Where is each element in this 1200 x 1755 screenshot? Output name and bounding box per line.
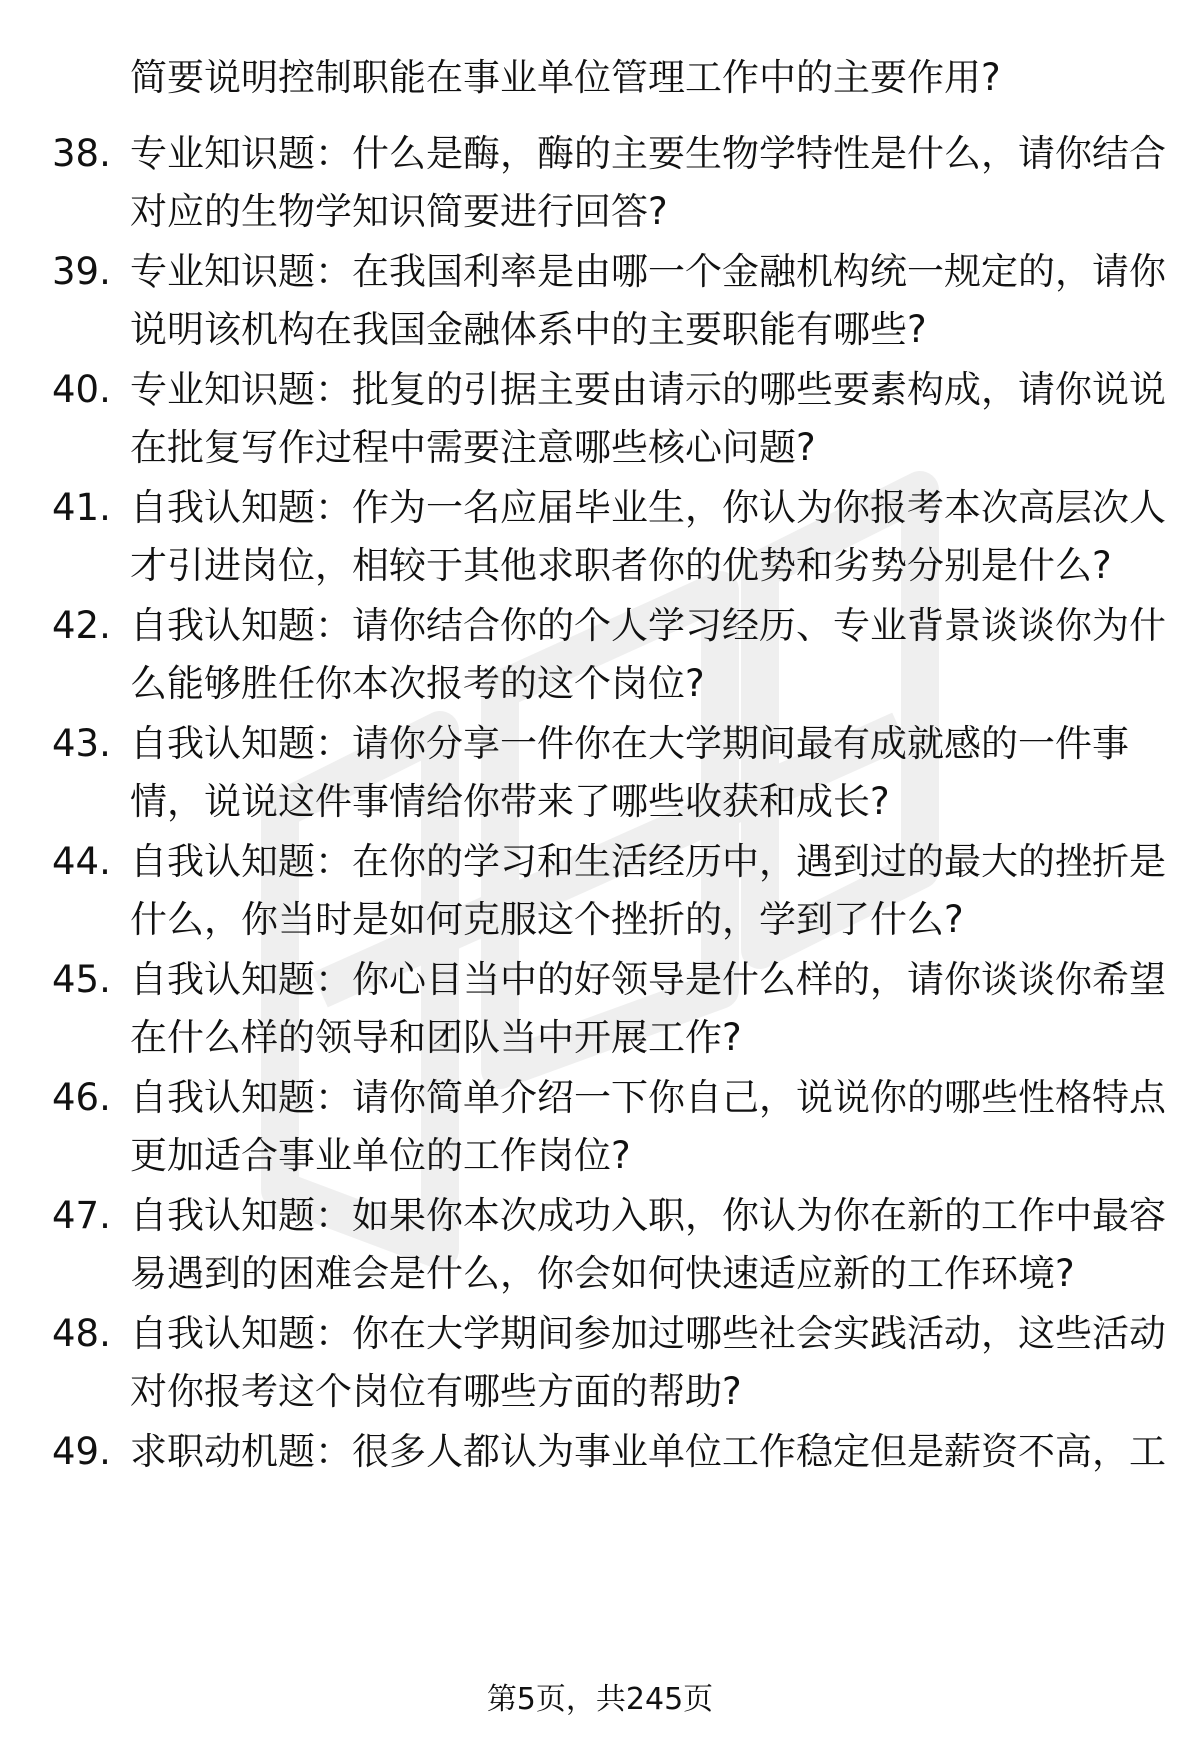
question-line: 自我认知题：你在大学期间参加过哪些社会实践活动，这些活动 <box>130 1312 1166 1355</box>
question-number: 47. <box>52 1194 111 1237</box>
question-line: 专业知识题：在我国利率是由哪一个金融机构统一规定的，请你 <box>130 250 1166 293</box>
intro-line: 简要说明控制职能在事业单位管理工作中的主要作用? <box>130 56 1001 99</box>
question-line: 才引进岗位，相较于其他求职者你的优势和劣势分别是什么? <box>130 544 1112 587</box>
question-line: 自我认知题：请你简单介绍一下你自己，说说你的哪些性格特点 <box>130 1076 1166 1119</box>
question-number: 41. <box>52 486 111 529</box>
question-number: 44. <box>52 840 111 883</box>
question-line: 自我认知题：在你的学习和生活经历中，遇到过的最大的挫折是 <box>130 840 1166 883</box>
question-line: 更加适合事业单位的工作岗位? <box>130 1134 631 1177</box>
question-line: 在什么样的领导和团队当中开展工作? <box>130 1016 742 1059</box>
question-number: 46. <box>52 1076 111 1119</box>
question-line: 说明该机构在我国金融体系中的主要职能有哪些? <box>130 308 927 351</box>
question-line: 情，说说这件事情给你带来了哪些收获和成长? <box>130 780 890 823</box>
question-number: 38. <box>52 132 111 175</box>
question-number: 48. <box>52 1312 111 1355</box>
question-line: 自我认知题：你心目当中的好领导是什么样的，请你谈谈你希望 <box>130 958 1166 1001</box>
question-line: 专业知识题：批复的引据主要由请示的哪些要素构成，请你说说 <box>130 368 1166 411</box>
question-number: 40. <box>52 368 111 411</box>
page-footer: 第5页，共245页 <box>486 1682 714 1717</box>
question-line: 在批复写作过程中需要注意哪些核心问题? <box>130 426 816 469</box>
question-line: 专业知识题：什么是酶，酶的主要生物学特性是什么，请你结合 <box>130 132 1166 175</box>
question-line: 什么，你当时是如何克服这个挫折的，学到了什么? <box>130 898 964 941</box>
question-number: 39. <box>52 250 111 293</box>
question-line: 么能够胜任你本次报考的这个岗位? <box>130 662 705 705</box>
question-number: 45. <box>52 958 111 1001</box>
question-line: 自我认知题：请你分享一件你在大学期间最有成就感的一件事 <box>130 722 1129 765</box>
question-line: 自我认知题：如果你本次成功入职，你认为你在新的工作中最容 <box>130 1194 1166 1237</box>
question-number: 43. <box>52 722 111 765</box>
question-number: 49. <box>52 1430 111 1473</box>
question-line: 对应的生物学知识简要进行回答? <box>130 190 668 233</box>
question-line: 自我认知题：作为一名应届毕业生，你认为你报考本次高层次人 <box>130 486 1166 529</box>
question-line: 自我认知题：请你结合你的个人学习经历、专业背景谈谈你为什 <box>130 604 1166 647</box>
question-number: 42. <box>52 604 111 647</box>
question-line: 求职动机题：很多人都认为事业单位工作稳定但是薪资不高，工 <box>130 1430 1166 1473</box>
question-line: 易遇到的困难会是什么，你会如何快速适应新的工作环境? <box>130 1252 1075 1295</box>
question-line: 对你报考这个岗位有哪些方面的帮助? <box>130 1370 742 1413</box>
